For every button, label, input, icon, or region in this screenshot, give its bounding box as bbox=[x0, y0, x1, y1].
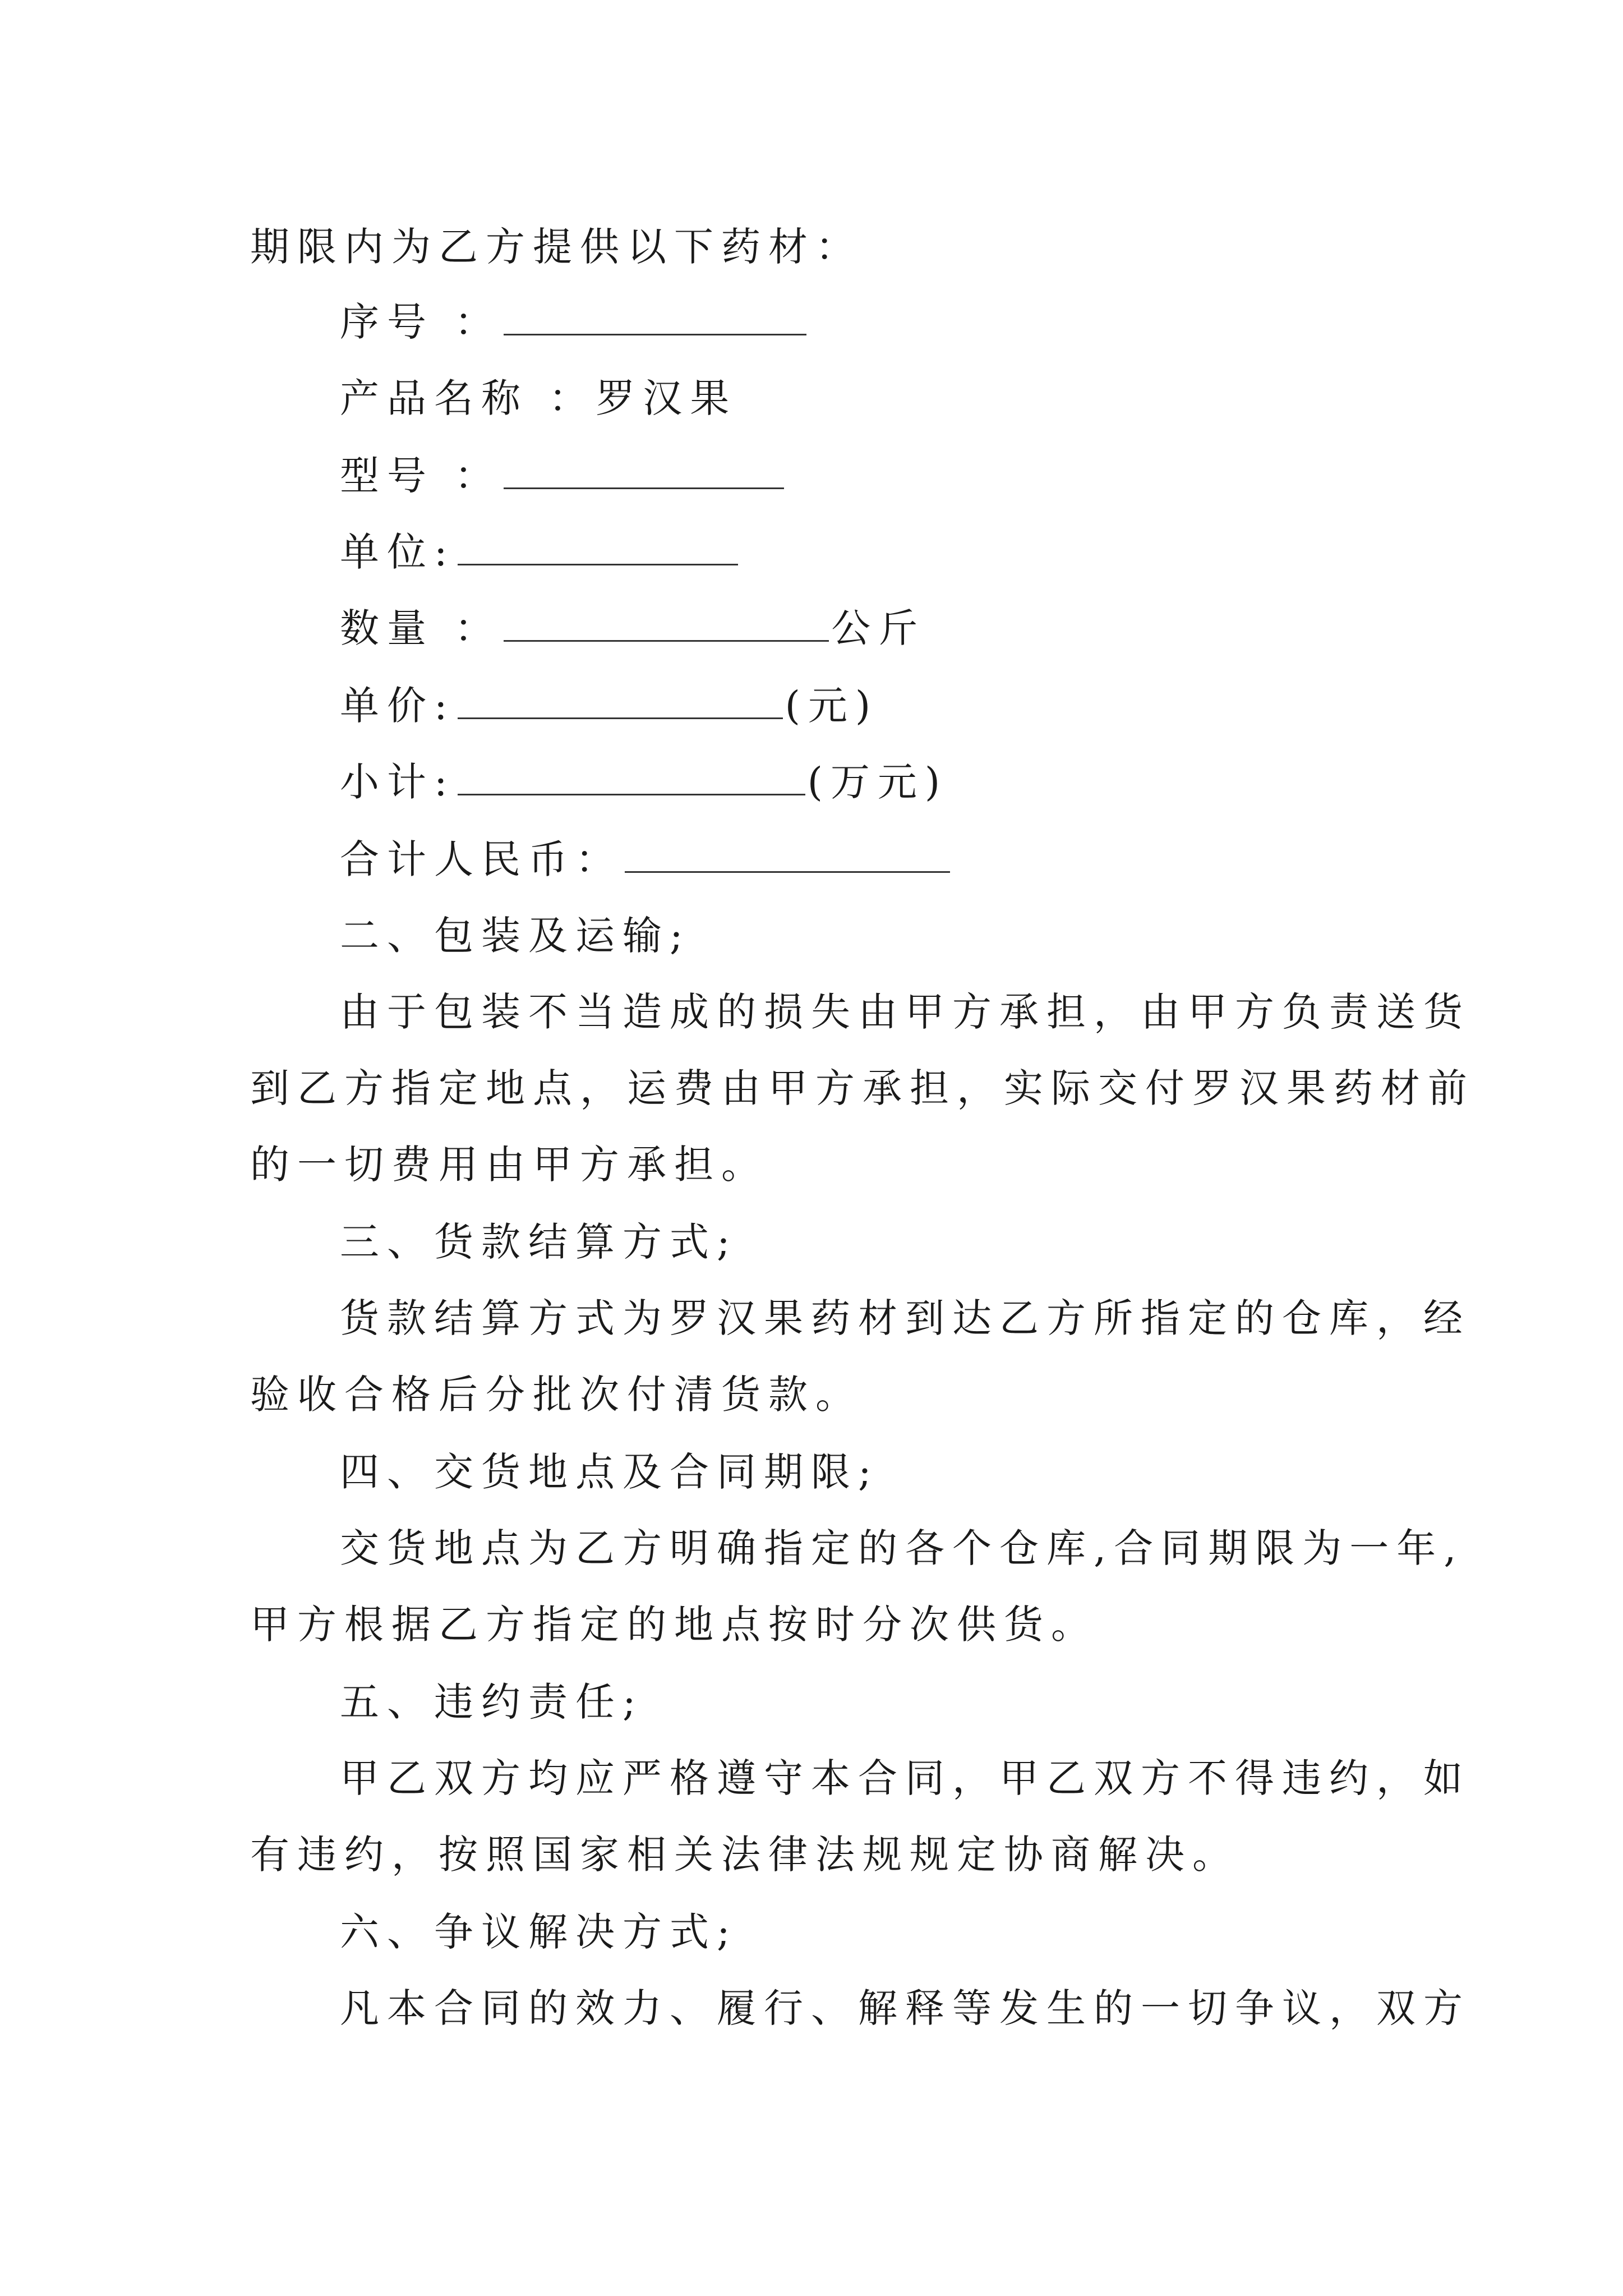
field-xinghao bbox=[340, 449, 1484, 503]
section-2-line-3 bbox=[250, 1138, 1394, 1191]
section-5-text-1: 甲乙双方均应严格遵守本合同，甲乙双方不得违约，如 bbox=[340, 1755, 1470, 1801]
section-4-line-1 bbox=[340, 1521, 1464, 1575]
section-2-title bbox=[340, 909, 1484, 963]
section-4-text-1: 交货地点为乙方明确指定的各个仓库,合同期限为一年, bbox=[340, 1525, 1464, 1571]
section-6-line-1 bbox=[340, 1981, 1470, 2035]
field-shuliang-unit: 公斤 bbox=[831, 605, 926, 651]
section-2-title-text: 二、包装及运输; bbox=[340, 913, 691, 959]
field-xuhao-blank bbox=[504, 300, 806, 335]
section-2-line-1 bbox=[340, 985, 1470, 1039]
field-shuliang-label: 数量 ： bbox=[340, 605, 502, 651]
intro-line bbox=[250, 220, 1394, 274]
field-danjia bbox=[340, 679, 1484, 733]
section-5-text-2: 有违约，按照国家相关法律法规规定协商解决。 bbox=[250, 1832, 1239, 1878]
field-xiaoji-label: 小计: bbox=[340, 759, 455, 805]
section-5-line-2 bbox=[250, 1828, 1394, 1881]
section-3-text-1: 货款结算方式为罗汉果药材到达乙方所指定的仓库，经 bbox=[340, 1295, 1470, 1341]
field-heji-label: 合计人民币： bbox=[340, 836, 623, 882]
section-3-title-text: 三、货款结算方式; bbox=[340, 1219, 738, 1265]
section-2-line-2 bbox=[250, 1061, 1475, 1115]
section-3-title bbox=[340, 1215, 1484, 1269]
section-4-title bbox=[340, 1445, 1484, 1499]
section-5-title-text: 五、违约责任; bbox=[340, 1679, 644, 1725]
field-danwei bbox=[340, 525, 1484, 579]
field-xuhao-label: 序号 ： bbox=[340, 299, 502, 345]
field-danjia-blank bbox=[458, 684, 783, 719]
section-5-line-1 bbox=[340, 1751, 1470, 1805]
field-xinghao-blank bbox=[504, 454, 784, 489]
intro-text: 期限内为乙方提供以下药材： bbox=[250, 224, 863, 270]
field-chanpin bbox=[340, 371, 1484, 425]
section-4-line-2 bbox=[250, 1598, 1394, 1651]
field-xiaoji bbox=[340, 755, 1484, 809]
field-heji bbox=[340, 832, 1484, 886]
field-shuliang-blank bbox=[504, 606, 829, 642]
section-6-text-1: 凡本合同的效力、履行、解释等发生的一切争议，双方 bbox=[340, 1985, 1470, 2031]
section-3-text-2: 验收合格后分批次付清货款。 bbox=[250, 1372, 863, 1418]
section-4-text-2: 甲方根据乙方指定的地点按时分次供货。 bbox=[250, 1602, 1098, 1648]
section-3-line-2 bbox=[250, 1368, 1394, 1421]
section-2-text-3: 的一切费用由甲方承担。 bbox=[250, 1142, 768, 1188]
field-xinghao-label: 型号 ： bbox=[340, 453, 502, 499]
field-xiaoji-blank bbox=[458, 760, 805, 795]
field-danwei-blank bbox=[458, 530, 738, 565]
section-6-title-text: 六、争议解决方式; bbox=[340, 1909, 738, 1955]
field-shuliang bbox=[340, 601, 1484, 655]
section-4-title-text: 四、交货地点及合同期限; bbox=[340, 1449, 879, 1495]
section-6-title bbox=[340, 1905, 1484, 1959]
field-danjia-unit: (元) bbox=[785, 683, 879, 729]
field-danwei-label: 单位: bbox=[340, 529, 455, 575]
field-danjia-label: 单价: bbox=[340, 683, 455, 729]
section-2-text-2: 到乙方指定地点，运费由甲方承担，实际交付罗汉果药材前 bbox=[250, 1065, 1475, 1111]
field-xuhao bbox=[340, 295, 1484, 349]
field-xiaoji-unit: (万元) bbox=[807, 759, 948, 805]
section-5-title bbox=[340, 1675, 1484, 1729]
section-2-text-1: 由于包装不当造成的损失由甲方承担，由甲方负责送货 bbox=[340, 989, 1470, 1035]
field-chanpin-text: 产品名称 ：罗汉果 bbox=[340, 375, 737, 421]
section-3-line-1 bbox=[340, 1291, 1470, 1345]
field-heji-blank bbox=[625, 838, 950, 873]
